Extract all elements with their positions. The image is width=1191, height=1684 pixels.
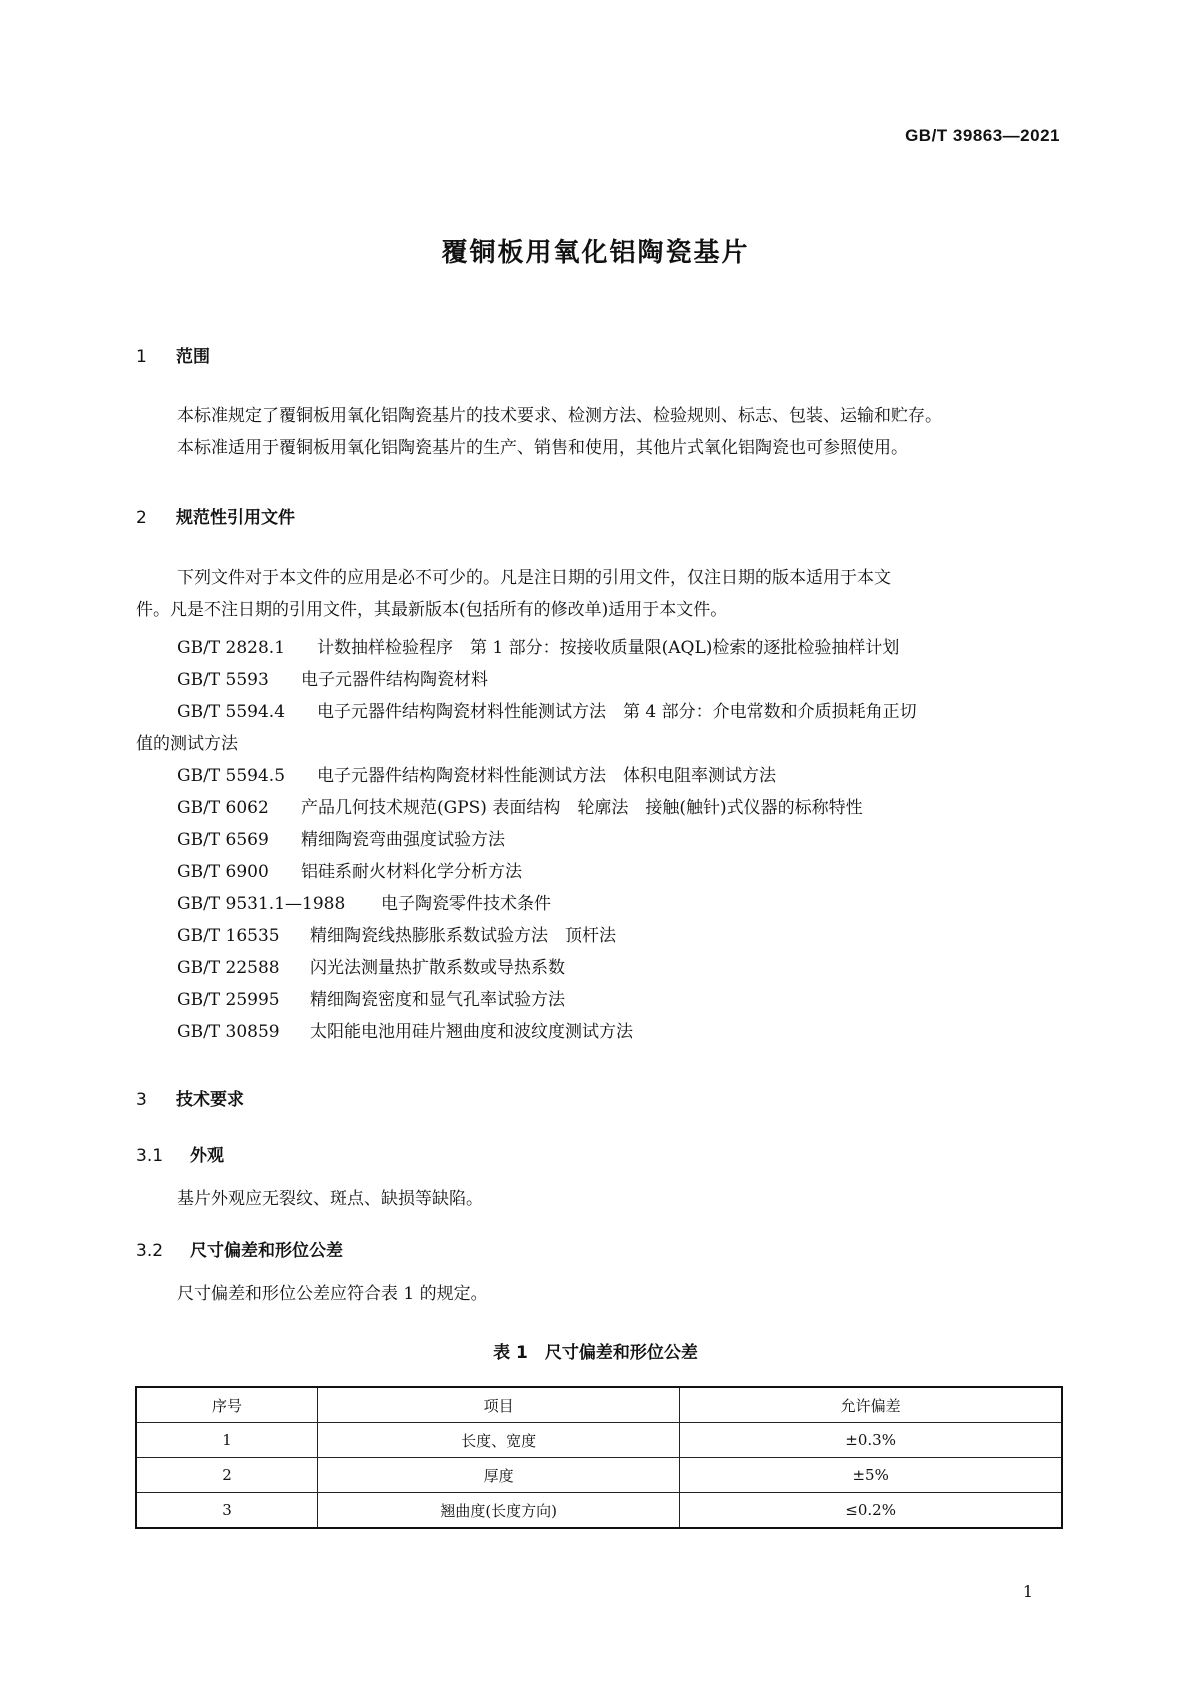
section-number: 3	[136, 1090, 147, 1110]
table-cell: ±0.3%	[680, 1423, 1062, 1458]
section-3-1-heading	[136, 1141, 224, 1166]
section-2-heading	[136, 503, 295, 528]
section-number: 1	[136, 347, 147, 367]
reference-title: 电子元器件结构陶瓷材料性能测试方法 体积电阻率测试方法	[317, 766, 776, 786]
table-row	[136, 1423, 1062, 1458]
table-cell: ≤0.2%	[680, 1493, 1062, 1529]
reference-item	[177, 921, 616, 946]
table-cell: 翘曲度(长度方向)	[318, 1493, 680, 1529]
table-header-row	[136, 1387, 1062, 1423]
reference-title: 电子元器件结构陶瓷材料性能测试方法 第 4 部分：介电常数和介质损耗角正切	[317, 702, 917, 722]
reference-title: 精细陶瓷弯曲强度试验方法	[301, 830, 505, 850]
reference-code: GB/T 5594.4	[177, 702, 286, 722]
reference-item	[177, 633, 899, 658]
table-cell: 1	[136, 1423, 318, 1458]
reference-title: 电子陶瓷零件技术条件	[381, 894, 551, 914]
section-1-paragraph-1: 本标准规定了覆铜板用氧化铝陶瓷基片的技术要求、检测方法、检验规则、标志、包装、运输和贮存。	[177, 406, 942, 426]
reference-code: GB/T 9531.1—1988	[177, 894, 346, 914]
section-number: 2	[136, 508, 147, 528]
section-number: 3.2	[136, 1241, 164, 1261]
reference-item	[177, 761, 776, 786]
standard-number: GB/T 39863—2021	[905, 126, 1060, 145]
table-cell: 2	[136, 1458, 318, 1493]
table-cell: 长度、宽度	[318, 1423, 680, 1458]
reference-code: GB/T 5593	[177, 670, 269, 690]
section-title: 尺寸偏差和形位公差	[190, 1241, 343, 1261]
reference-title: 闪光法测量热扩散系数或导热系数	[310, 958, 565, 978]
table-cell: 厚度	[318, 1458, 680, 1493]
reference-item	[177, 953, 565, 978]
document-title: 覆铜板用氧化铝陶瓷基片	[441, 238, 750, 268]
table-caption: 表 1 尺寸偏差和形位公差	[493, 1343, 698, 1363]
reference-title: 精细陶瓷线热膨胀系数试验方法 顶杆法	[310, 926, 616, 946]
section-number: 3.1	[136, 1146, 164, 1166]
section-3-2-text: 尺寸偏差和形位公差应符合表 1 的规定。	[177, 1284, 488, 1304]
reference-code: GB/T 2828.1	[177, 638, 286, 658]
section-1-heading	[136, 342, 210, 367]
tolerance-table	[135, 1386, 1063, 1529]
reference-code: GB/T 5594.5	[177, 766, 286, 786]
section-3-2-heading	[136, 1236, 343, 1261]
table-cell: ±5%	[680, 1458, 1062, 1493]
reference-item-continuation: 值的测试方法	[136, 734, 238, 754]
section-3-heading	[136, 1085, 244, 1110]
reference-title: 计数抽样检验程序 第 1 部分：按接收质量限(AQL)检索的逐批检验抽样计划	[317, 638, 900, 658]
reference-item	[177, 1017, 633, 1042]
reference-code: GB/T 25995	[177, 990, 280, 1010]
reference-title: 太阳能电池用硅片翘曲度和波纹度测试方法	[310, 1022, 633, 1042]
section-title: 范围	[176, 347, 210, 367]
table-header-cell: 序号	[136, 1387, 318, 1423]
reference-title: 铝硅系耐火材料化学分析方法	[301, 862, 522, 882]
section-title: 外观	[190, 1146, 224, 1166]
reference-item	[177, 697, 917, 722]
reference-title: 精细陶瓷密度和显气孔率试验方法	[310, 990, 565, 1010]
reference-item	[177, 793, 863, 818]
section-title: 技术要求	[176, 1090, 244, 1110]
table-cell: 3	[136, 1493, 318, 1529]
reference-item	[177, 825, 505, 850]
reference-item	[177, 985, 565, 1010]
section-3-1-text: 基片外观应无裂纹、斑点、缺损等缺陷。	[177, 1189, 483, 1209]
reference-code: GB/T 6062	[177, 798, 269, 818]
reference-code: GB/T 22588	[177, 958, 280, 978]
reference-item	[177, 857, 522, 882]
reference-code: GB/T 30859	[177, 1022, 280, 1042]
reference-title: 产品几何技术规范(GPS) 表面结构 轮廓法 接触(触针)式仪器的标称特性	[301, 798, 863, 818]
reference-title: 电子元器件结构陶瓷材料	[301, 670, 488, 690]
section-1-paragraph-2: 本标准适用于覆铜板用氧化铝陶瓷基片的生产、销售和使用，其他片式氧化铝陶瓷也可参照使用。	[177, 438, 908, 458]
reference-code: GB/T 16535	[177, 926, 280, 946]
section-2-intro-line-2: 件。凡是不注日期的引用文件，其最新版本(包括所有的修改单)适用于本文件。	[136, 600, 728, 620]
table-row	[136, 1493, 1062, 1529]
table-row	[136, 1458, 1062, 1493]
table-header-cell: 允许偏差	[680, 1387, 1062, 1423]
page-number: 1	[1022, 1582, 1033, 1601]
section-title: 规范性引用文件	[176, 508, 295, 528]
reference-item	[177, 665, 488, 690]
reference-code: GB/T 6900	[177, 862, 269, 882]
reference-item	[177, 889, 551, 914]
section-2-intro-line-1: 下列文件对于本文件的应用是必不可少的。凡是注日期的引用文件，仅注日期的版本适用于本文	[177, 568, 891, 588]
reference-code: GB/T 6569	[177, 830, 269, 850]
table-header-cell: 项目	[318, 1387, 680, 1423]
